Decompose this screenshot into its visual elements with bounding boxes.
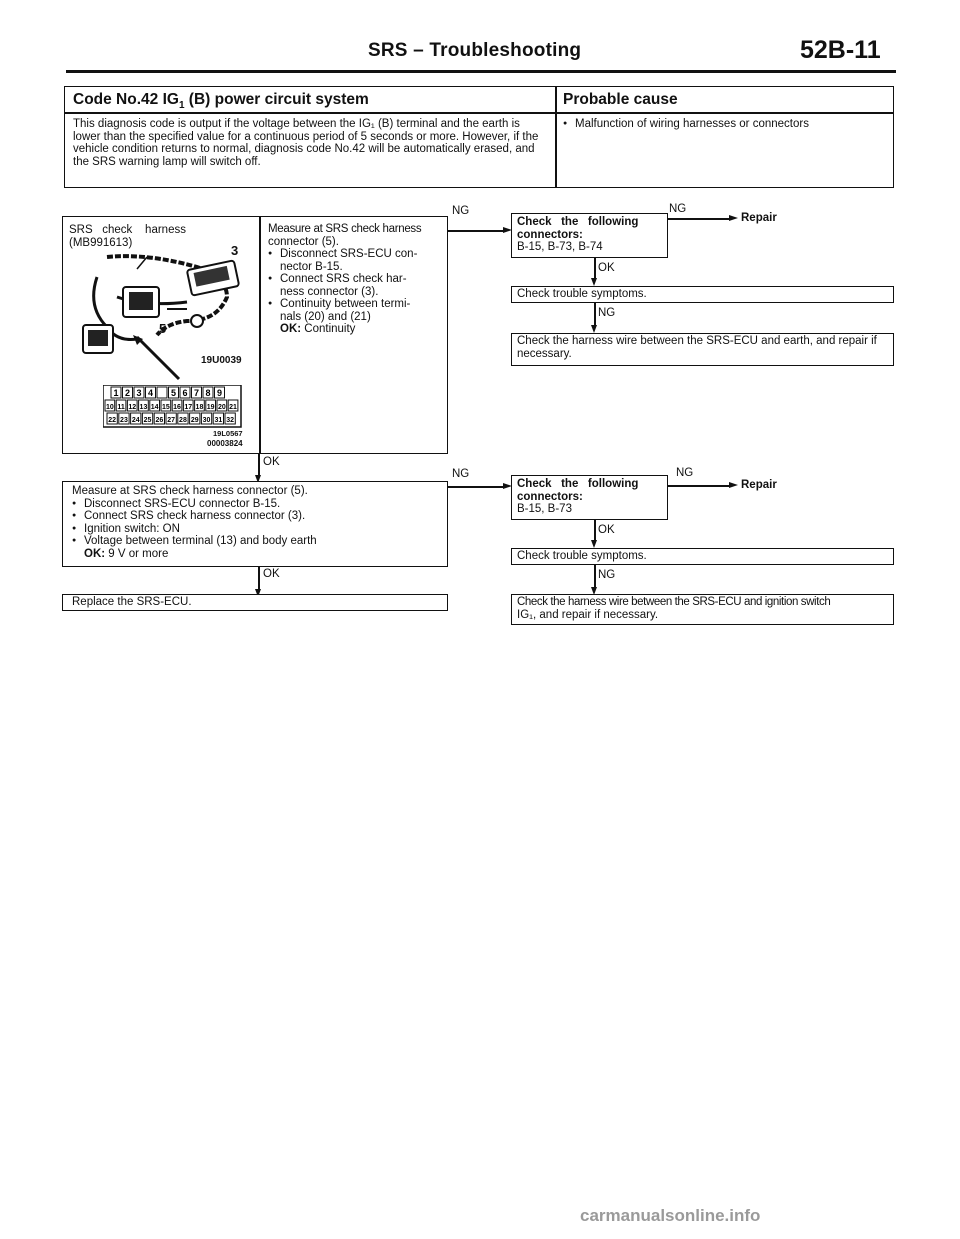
connector-terminal-number: 17 bbox=[184, 404, 193, 411]
connector-terminal-number: 23 bbox=[120, 417, 128, 424]
connector-terminal-number: 1 bbox=[113, 388, 119, 398]
connector-terminal-number: 19 bbox=[206, 404, 215, 411]
ng-line-4 bbox=[668, 485, 730, 487]
ng-line-b2-down bbox=[594, 565, 596, 589]
branch1-symptoms-box: Check trouble symptoms. bbox=[511, 286, 894, 303]
ng-label-b1-down: NG bbox=[598, 307, 616, 319]
step2-bullet-2: ● Connect SRS check harness connector (3). bbox=[72, 510, 438, 523]
callout-5: 5 bbox=[159, 321, 167, 336]
ng-arrow-4 bbox=[729, 482, 738, 488]
watermark: carmanualsonline.info bbox=[580, 1206, 761, 1225]
connector-terminal-number: 3 bbox=[136, 388, 142, 398]
connector-terminal-number: 9 bbox=[216, 388, 223, 398]
connector-terminal-number: 8 bbox=[205, 388, 211, 398]
code-description: This diagnosis code is output if the voltage between the IG₁ (B) terminal and the earth is lower than the specified value for a continuous period of 5 seconds or more. However, if the vehicle condition returns to normal, diagnosis code No.42 will be automatically erased, and the SRS warning lamp will switch off. bbox=[73, 118, 539, 168]
connector-terminal-number: 11 bbox=[117, 404, 125, 411]
ok-label-b2: OK bbox=[598, 524, 615, 536]
connector-terminal-number: 28 bbox=[179, 417, 187, 424]
step1-ok: OK: Continuity bbox=[280, 323, 356, 335]
ng-label-b2-down: NG bbox=[598, 569, 616, 581]
connector-terminal-number: 24 bbox=[131, 417, 140, 424]
header-rule bbox=[66, 70, 896, 73]
connector-terminal-number: 4 bbox=[147, 388, 154, 398]
ok-arrow-b1 bbox=[591, 278, 597, 286]
branch2-repair: Repair bbox=[741, 479, 777, 491]
code-title: Code No.42 $IG_1$ (B) power circuit system bbox=[73, 91, 369, 112]
connector-terminal-number: 26 bbox=[155, 417, 164, 424]
connector-terminal-number: 15 bbox=[161, 404, 170, 411]
callout-3: 3 bbox=[231, 243, 239, 258]
step1-text: Measure at SRS check harness connector (5). ● Disconnect SRS-ECU con- nector B-15. ● Connect SRS check har- ness connector (3). ● Continuity between termi- nals (20) and (21) OK: Continuity bbox=[268, 223, 446, 336]
step2-bullet-3: ● Ignition switch: ON bbox=[72, 523, 438, 536]
ok-line-2 bbox=[258, 567, 260, 591]
connector-terminal-number: 29 bbox=[190, 417, 199, 424]
connector-terminal-number: 22 bbox=[108, 417, 117, 424]
ng-line-b1-down bbox=[594, 303, 596, 327]
step2-box: Measure at SRS check harness connector (5). ● Disconnect SRS-ECU connector B-15. ● Connect SRS check harness connector (3). ● Ignition switch: ON ● Voltage between terminal (13) and body earth OK: 9 V or more bbox=[62, 481, 448, 567]
connector-terminal-number: 30 bbox=[202, 417, 211, 424]
connector-terminal-number: 7 bbox=[193, 388, 200, 398]
ok-label-1: OK bbox=[263, 456, 280, 468]
connector-terminal-number: 12 bbox=[128, 404, 137, 411]
callout-5-arrow bbox=[127, 335, 187, 383]
step1-bullet-1: ● Disconnect SRS-ECU con- nector B-15. bbox=[268, 248, 446, 273]
ng-label-1: NG bbox=[452, 205, 470, 217]
connector-terminal-number: 16 bbox=[173, 404, 181, 411]
code-table bbox=[64, 86, 894, 188]
connector-terminal-number: 25 bbox=[143, 417, 152, 424]
branch2-harness-box: Check the harness wire between the SRS-ECU and ignition switch IG₁, and repair if necessary. bbox=[511, 594, 894, 625]
figure-code-3: 00003824 bbox=[207, 439, 243, 448]
ng-label-3: NG bbox=[452, 468, 470, 480]
ok-arrow-b2 bbox=[591, 540, 597, 548]
connector-terminal-number: 27 bbox=[167, 417, 176, 424]
connector-terminal-number: 31 bbox=[214, 417, 223, 424]
figure-code-2: 19L0567 bbox=[213, 429, 243, 438]
ng-line-1 bbox=[448, 230, 504, 232]
ng-line-3 bbox=[448, 486, 504, 488]
table-divider-horizontal bbox=[65, 112, 893, 114]
connector-terminal-cell bbox=[157, 387, 167, 398]
harness-label: SRS check harness bbox=[69, 224, 186, 236]
ok-line-b2 bbox=[594, 520, 596, 542]
ng-arrow-2 bbox=[729, 215, 738, 221]
branch2-check-box: Check the following connectors: B-15, B-73 bbox=[511, 475, 668, 520]
connector-terminal-number: 21 bbox=[229, 404, 237, 411]
cause-list bbox=[563, 118, 883, 131]
ok-label-b1: OK bbox=[598, 262, 615, 274]
branch1-harness-box: Check the harness wire between the SRS-ECU and earth, and repair if necessary. bbox=[511, 333, 894, 366]
branch1-check-box: Check the following connectors: B-15, B-73, B-74 bbox=[511, 213, 668, 258]
step2-bullet-4: ● Voltage between terminal (13) and body earth bbox=[72, 535, 438, 548]
connector-terminal-number: 10 bbox=[105, 404, 114, 411]
harness-part-number: (MB991613) bbox=[69, 237, 133, 249]
ng-label-2: NG bbox=[669, 203, 687, 215]
figure-code-1: 19U0039 bbox=[201, 355, 242, 366]
branch1-repair: Repair bbox=[741, 212, 777, 224]
connector-terminal-diagram bbox=[103, 385, 243, 429]
connector-terminal-number: 20 bbox=[217, 404, 226, 411]
probable-cause-title: Probable cause bbox=[563, 91, 678, 108]
connector-terminal-number: 6 bbox=[182, 388, 188, 398]
step1-bullet-3: ● Continuity between termi- nals (20) and (21) bbox=[268, 298, 446, 323]
ok-line-b1 bbox=[594, 258, 596, 280]
branch2-symptoms-box: Check trouble symptoms. bbox=[511, 548, 894, 565]
step1-box bbox=[62, 216, 448, 454]
table-divider-vertical bbox=[555, 87, 557, 187]
step2-bullet-1: ● Disconnect SRS-ECU connector B-15. bbox=[72, 498, 438, 511]
connector-terminal-number: 18 bbox=[195, 404, 204, 411]
connector-terminal-number: 13 bbox=[139, 404, 148, 411]
ok-line-1 bbox=[258, 454, 260, 476]
ok-label-2: OK bbox=[263, 568, 280, 580]
page-title: SRS – Troubleshooting bbox=[368, 40, 582, 61]
connector-terminal-number: 14 bbox=[150, 404, 159, 411]
step1-divider bbox=[259, 217, 261, 453]
ng-line-2 bbox=[668, 218, 730, 220]
connector-terminal-number: 5 bbox=[170, 388, 177, 398]
page-number: 52B-11 bbox=[800, 36, 881, 64]
ng-arrow-b1-down bbox=[591, 325, 597, 333]
cause-item: ● Malfunction of wiring harnesses or connectors bbox=[563, 118, 883, 131]
ng-label-4: NG bbox=[676, 467, 694, 479]
connector-terminal-number: 2 bbox=[124, 388, 131, 398]
step2-ok: OK: 9 V or more bbox=[84, 547, 169, 560]
step1-bullet-2: ● Connect SRS check har- ness connector (3). bbox=[268, 273, 446, 298]
connector-terminal-number: 32 bbox=[226, 417, 235, 424]
step3-box: Replace the SRS-ECU. bbox=[62, 594, 448, 611]
